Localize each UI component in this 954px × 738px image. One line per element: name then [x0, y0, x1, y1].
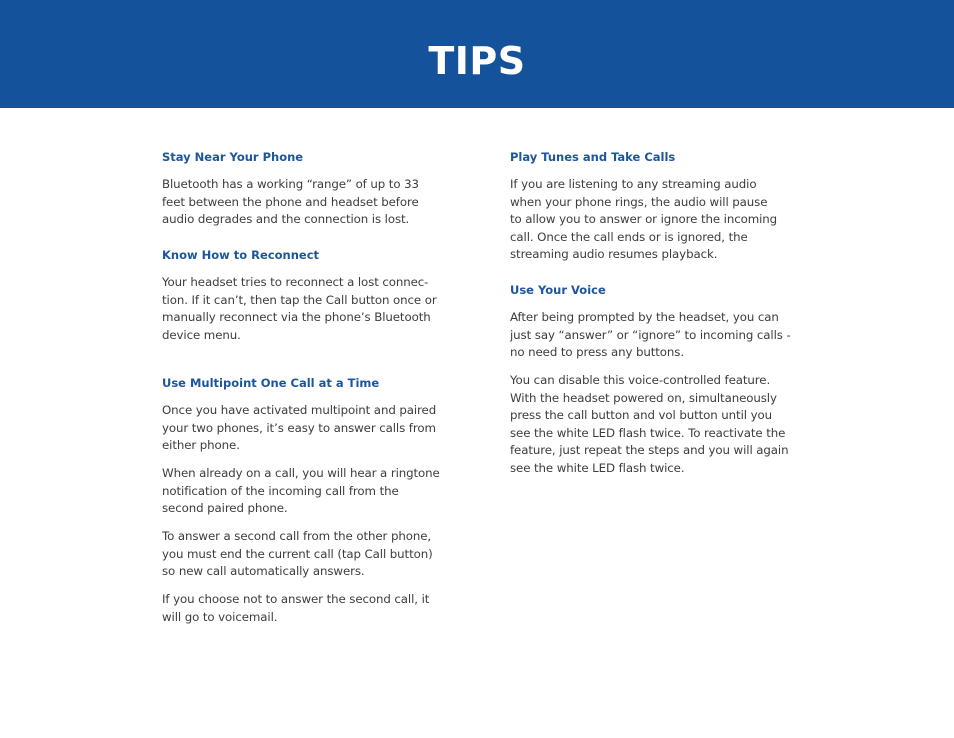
section-paragraph: If you choose not to answer the second call, it will go to voicemail. — [162, 592, 430, 624]
section-paragraph: Bluetooth has a working “range” of up to 33 feet between the phone and headset before audio degrades and the connection is lost. — [162, 177, 419, 226]
section-heading: Play Tunes and Take Calls — [510, 150, 676, 164]
section-paragraph: You can disable this voice-controlled feature. With the headset powered on, simultaneously press the call button and vol button until you see the white LED flash twice. To reactivate the feature, just repeat the steps and you will again see the white LED flash twice. — [510, 373, 789, 475]
section-heading: Know How to Reconnect — [162, 248, 320, 262]
section-use-multipoint — [162, 374, 446, 626]
section-know-how-to-reconnect — [162, 246, 446, 344]
header-banner — [0, 0, 954, 108]
section-use-your-voice — [510, 281, 794, 477]
section-heading: Use Multipoint One Call at a Time — [162, 376, 380, 390]
section-stay-near-phone — [162, 148, 446, 229]
section-play-tunes — [510, 148, 794, 264]
section-paragraph: If you are listening to any streaming audio when your phone rings, the audio will pause to allow you to answer or ignore the incoming call. Once the call ends or is ignored, the streaming audio resumes playback. — [510, 177, 778, 261]
section-heading: Stay Near Your Phone — [162, 150, 304, 164]
right-column — [510, 148, 794, 477]
left-column — [162, 148, 446, 626]
section-heading: Use Your Voice — [510, 283, 606, 297]
page-title: TIPS — [428, 39, 526, 83]
section-paragraph: When already on a call, you will hear a ringtone notification of the incoming call from the second paired phone. — [162, 466, 440, 515]
section-paragraph: To answer a second call from the other phone, you must end the current call (tap Call button) so new call automatically answers. — [162, 529, 433, 578]
section-paragraph: Your headset tries to reconnect a lost connec- tion. If it can’t, then tap the Call button once or manually reconnect via the phone’s Bluetooth device menu. — [162, 275, 437, 342]
section-paragraph: Once you have activated multipoint and paired your two phones, it’s easy to answer calls from either phone. — [162, 403, 437, 452]
section-paragraph: After being prompted by the headset, you can just say “answer” or “ignore” to incoming calls - no need to press any buttons. — [510, 310, 791, 359]
